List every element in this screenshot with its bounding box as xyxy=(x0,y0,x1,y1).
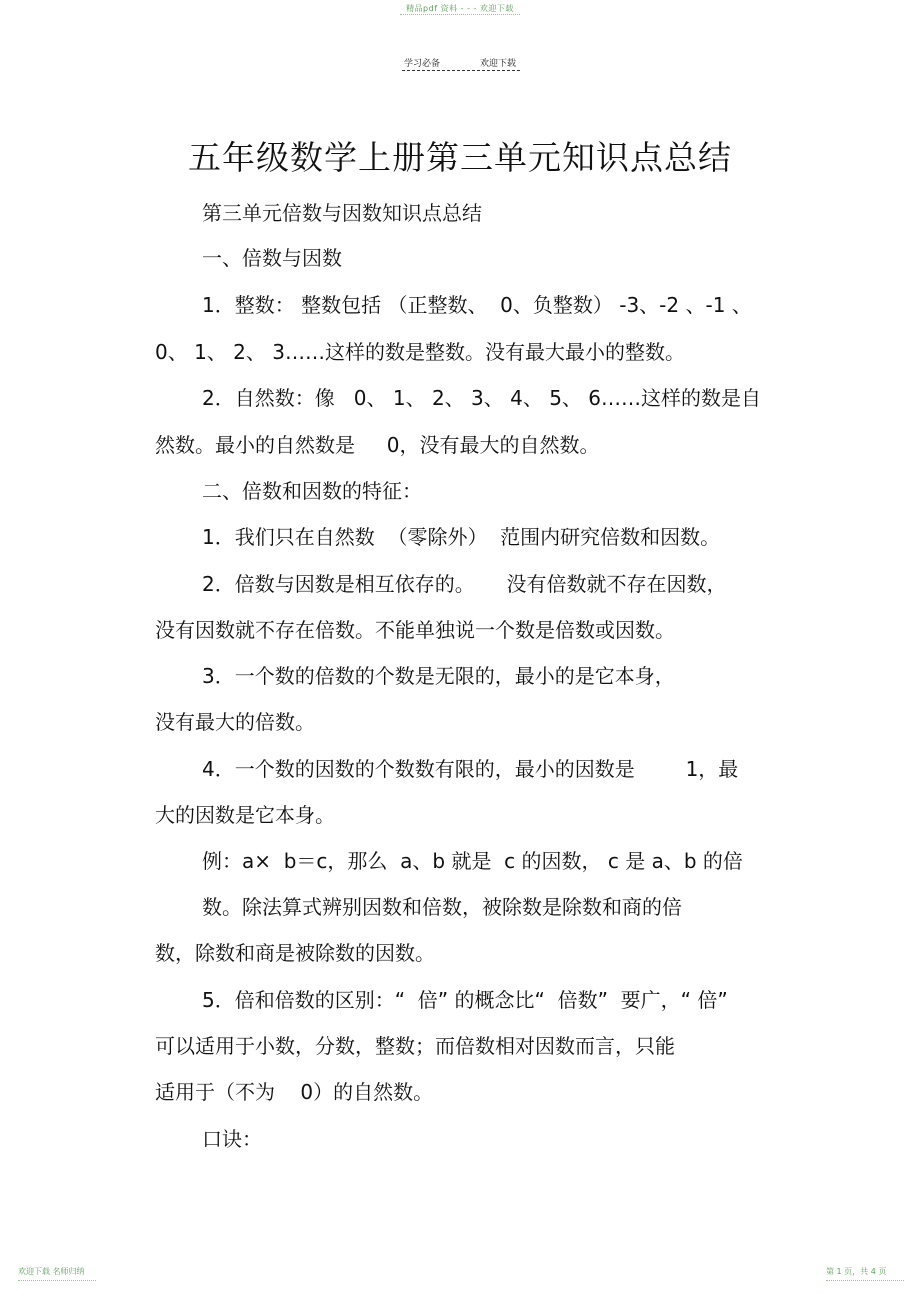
page-number: 第 1 页，共 4 页 xyxy=(826,1267,887,1276)
section-heading-2: 二、倍数和因数的特征： xyxy=(202,479,422,503)
header-right: 欢迎下载 xyxy=(480,59,517,69)
paragraph-line: 没有最大的倍数。 xyxy=(155,710,315,734)
top-watermark: 精品pdf 资料 - - - 欢迎下载 xyxy=(406,4,514,13)
subtitle-line: 第三单元倍数与因数知识点总结 xyxy=(202,201,482,225)
paragraph-line: 0、 1、 2、 3……这样的数是整数。没有最大最小的整数。 xyxy=(155,340,685,364)
paragraph-line: 5．倍和倍数的区别：“ 倍” 的概念比“ 倍数” 要广，“ 倍” xyxy=(202,988,728,1012)
paragraph-line: 适用于（不为 0）的自然数。 xyxy=(155,1080,434,1104)
paragraph-line: 2．倍数与因数是相互依存的。 没有倍数就不存在因数， xyxy=(202,572,727,596)
paragraph-line: 然数。最小的自然数是 0，没有最大的自然数。 xyxy=(155,433,600,457)
paragraph-line: 可以适用于小数，分数，整数；而倍数相对因数而言，只能 xyxy=(155,1034,675,1058)
footer-right-dots xyxy=(826,1280,904,1281)
mnemonic-heading: 口诀： xyxy=(202,1127,262,1151)
paragraph-line: 1．整数： 整数包括 （正整数、 0、负整数） -3、-2 、-1 、 xyxy=(202,293,752,317)
example-line: 数。除法算式辨别因数和倍数，被除数是除数和商的倍 xyxy=(202,895,682,919)
document-title: 五年级数学上册第三单元知识点总结 xyxy=(188,138,732,177)
section-heading-1: 一、倍数与因数 xyxy=(202,246,342,270)
paragraph-line: 大的因数是它本身。 xyxy=(155,803,335,827)
example-line: 例：a× b＝c，那么 a、b 就是 c 的因数， c 是 a、b 的倍 xyxy=(202,849,743,873)
paragraph-line: 没有因数就不存在倍数。不能单独说一个数是倍数或因数。 xyxy=(155,618,675,642)
footer-left-dots xyxy=(18,1280,96,1281)
paragraph-line: 1．我们只在自然数 （零除外） 范围内研究倍数和因数。 xyxy=(202,525,721,549)
top-dotted-rule xyxy=(400,14,520,15)
footer-left: 欢迎下载 名师归纳 xyxy=(18,1267,85,1276)
paragraph-line: 4．一个数的因数的个数数有限的，最小的因数是 1，最 xyxy=(202,757,739,781)
header-left: 学习必备 xyxy=(404,59,441,69)
paragraph-line: 3．一个数的倍数的个数是无限的，最小的是它本身， xyxy=(202,664,675,688)
example-line: 数，除数和商是被除数的因数。 xyxy=(155,941,435,965)
paragraph-line: 2．自然数：像 0、 1、 2、 3、 4、 5、 6……这样的数是自 xyxy=(202,386,762,410)
page-header xyxy=(402,56,520,71)
